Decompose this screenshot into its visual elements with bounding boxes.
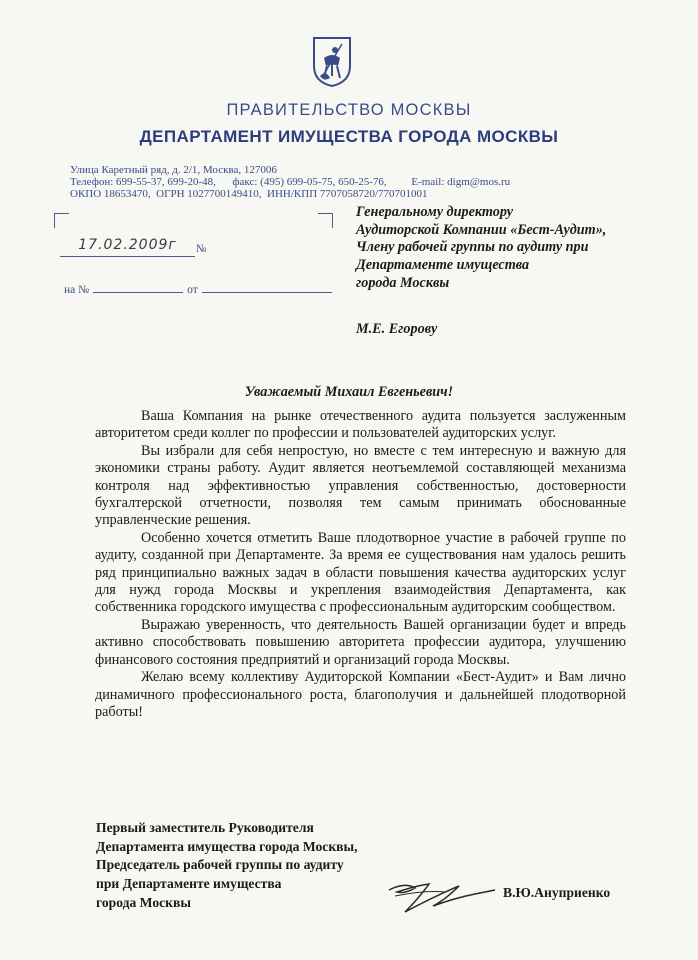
signer-title-line: Председатель рабочей группы по аудиту	[96, 857, 344, 873]
addressee-line: Департаменте имущества	[356, 257, 530, 274]
addressee-line: города Москвы	[356, 274, 450, 291]
letter-body	[95, 408, 626, 721]
reference-date-label: от	[187, 284, 198, 296]
body-paragraph: Желаю всему коллективу Аудиторской Компании «Бест-Аудит» и Вам лично динамичного профессионального роста, благополучия и дальнейшей плодотворной работы!	[95, 669, 626, 720]
address-line: Улица Каретный ряд, д. 2/1, Москва, 127006	[70, 164, 277, 176]
signer-name: В.Ю.Ануприенко	[503, 885, 611, 900]
signer-title-line: при Департаменте имущества	[96, 876, 282, 892]
signer-title-block	[96, 819, 358, 913]
addressee-line: Члену рабочей группы по аудиту при	[356, 239, 589, 256]
body-paragraph: Вы избрали для себя непростую, но вместе с тем интересную и важную для экономики страны работу. Аудит является неотъемлемой составляющей механизма контроля над эффективностью управления собственностью, достоверности бухгалтерской отчетности, позволяя тем самым принимать обоснованные управленческие решения.	[95, 442, 626, 529]
reference-date-blank	[202, 292, 332, 293]
signer-title-line: Первый заместитель Руководителя	[96, 820, 314, 835]
handwritten-date: 17.02.2009г	[60, 237, 195, 257]
addressee-line: Генеральному директору	[356, 204, 514, 220]
signer-title-line: города Москвы	[96, 894, 191, 910]
letterhead-contacts	[70, 164, 510, 200]
body-paragraph: Ваша Компания на рынке отечественного аудита пользуется заслуженным авторитетом среди коллег по профессии и пользователей аудиторских услуг.	[95, 408, 626, 442]
body-paragraph: Выражаю уверенность, что деятельность Вашей организации будет и впредь активно способствовать повышению авторитета профессии аудитора, улучшению финансового состояния предприятий и организаций города Москвы.	[95, 616, 626, 668]
salutation: Уважаемый Михаил Евгеньевич!	[244, 384, 454, 400]
government-title: ПРАВИТЕЛЬСТВО МОСКВЫ	[226, 101, 472, 119]
addressee-block	[356, 204, 656, 293]
recipient-name: М.Е. Егорову	[356, 321, 438, 337]
phone-line: Телефон: 699-55-37, 699-20-48, факс: (495) 699-05-75, 650-25-76, E-mail: digm@mos.ru	[70, 176, 511, 188]
reference-number-label: на №	[64, 284, 90, 296]
moscow-coat-of-arms-icon	[312, 36, 352, 88]
outgoing-number-label: №	[196, 243, 207, 255]
reference-line	[64, 284, 332, 296]
registry-line: ОКПО 18653470, ОГРН 1027700149410, ИНН/КПП 7707058720/770701001	[70, 188, 428, 200]
corner-mark-right	[318, 213, 333, 228]
addressee-line: Аудиторской Компании «Бест-Аудит»,	[356, 221, 607, 238]
corner-mark-left	[54, 213, 69, 228]
signer-title-line: Департамента имущества города Москвы,	[96, 838, 358, 854]
handwritten-signature	[375, 876, 500, 922]
reference-number-blank	[93, 292, 183, 293]
department-title: ДЕПАРТАМЕНТ ИМУЩЕСТВА ГОРОДА МОСКВЫ	[139, 127, 559, 146]
body-paragraph: Особенно хочется отметить Ваше плодотворное участие в рабочей группе по аудиту, созданной при Департаменте. За время ее существования нам удалось решить ряд принципиально важных задач в области повышения качества аудиторских услуг для нужд города Москвы и укрепления взаимодействия Департамента, как собственника городского имущества с профессиональным аудиторским сообществом.	[95, 529, 626, 616]
